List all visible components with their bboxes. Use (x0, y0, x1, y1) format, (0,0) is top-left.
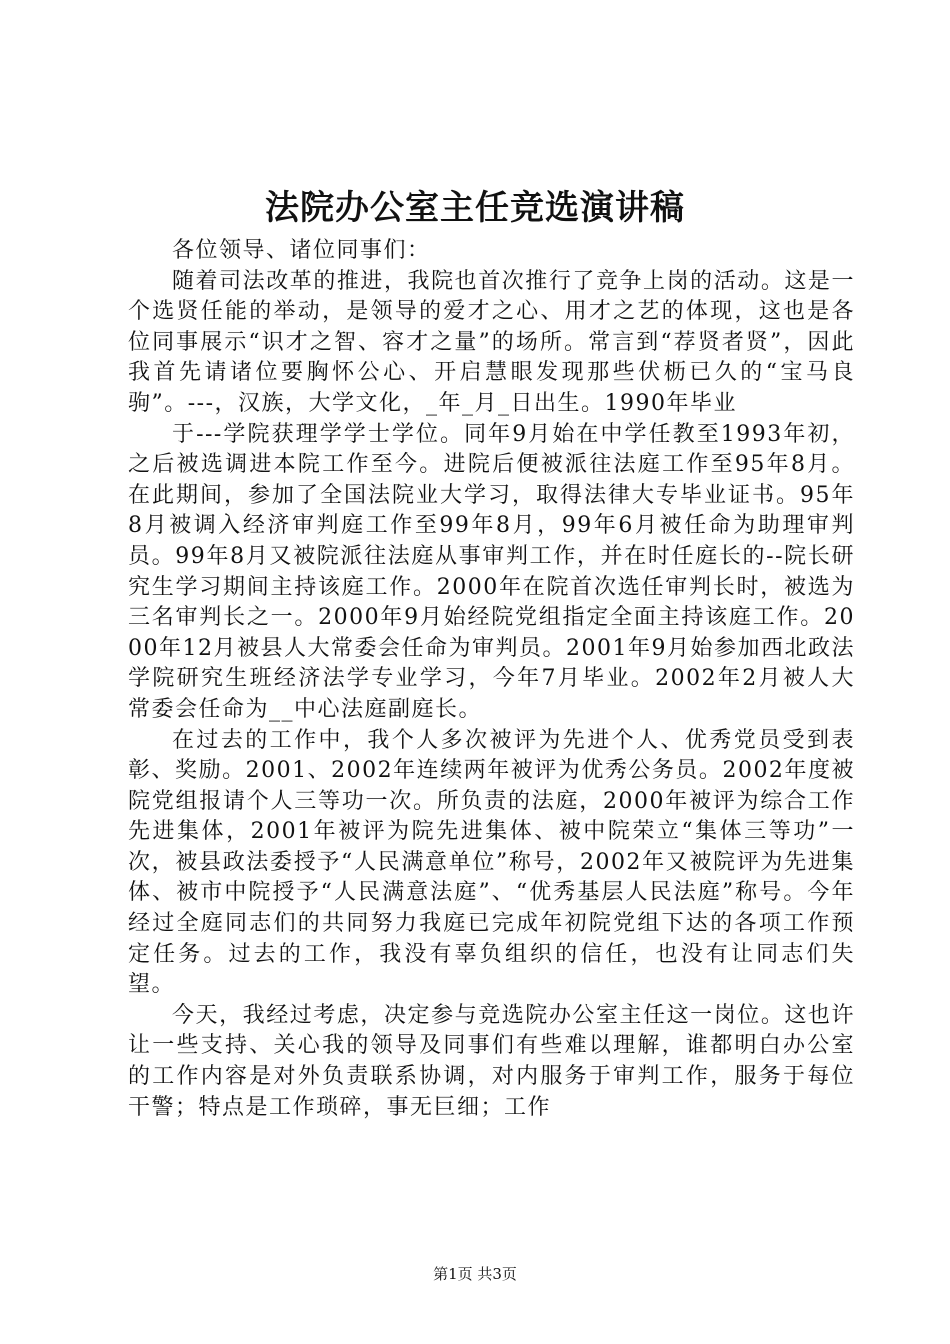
page-number-footer: 第1页 共3页 (433, 1265, 517, 1283)
body-paragraph: 今天，我经过考虑，决定参与竞选院办公室主任这一岗位。这也许让一些支持、关心我的领导及同事们有些难以理解，谁都明白办公室的工作内容是对外负责联系协调，对内服务于审判工作，服务于每位干警；特点是工作琐碎，事无巨细；工作 (128, 1002, 855, 1120)
document-title: 法院办公室主任竞选演讲稿 (265, 188, 685, 228)
document-body (128, 236, 855, 1123)
greeting-paragraph: 各位领导、诸位同事们： (172, 238, 431, 263)
body-paragraph: 在过去的工作中，我个人多次被评为先进个人、优秀党员受到表彰、奖励。2001、2002年连续两年被评为优秀公务员。2002年度被院党组报请个人三等功一次。所负责的法庭，2000年被评为综合工作先进集体，2001年被评为院先进集体、被中院荣立“集体三等功”一次，被县政法委授予“人民满意单位”称号，2002年又被院评为先进集体、被市中院授予“人民满意法庭”、“优秀基层人民法庭”称号。今年经过全庭同志们的共同努力我庭已完成年初院党组下达的各项工作预定任务。过去的工作，我没有辜负组织的信任，也没有让同志们失望。 (128, 727, 856, 998)
body-paragraph: 随着司法改革的推进，我院也首次推行了竞争上岗的活动。这是一个选贤任能的举动，是领导的爱才之心、用才之艺的体现，这也是各位同事展示“识才之智、容才之量”的场所。常言到“荐贤者贤”，因此我首先请诸位要胸怀公心、开启慧眼发现那些伏枥已久的“宝马良驹”。---，汉族，大学文化，_年_月_日出生。1990年毕业 (128, 268, 855, 416)
body-paragraph: 于---学院获理学学士学位。同年9月始在中学任教至1993年初，之后被选调进本院工作至今。进院后便被派往法庭工作至95年8月。在此期间，参加了全国法院业大学习，取得法律大专毕业证书。95年8月被调入经济审判庭工作至99年8月，99年6月被任命为助理审判员。99年8月又被院派往法庭从事审判工作，并在时任庭长的--院长研究生学习期间主持该庭工作。2000年在院首次选任审判长时，被选为三名审判长之一。2000年9月始经院党组指定全面主持该庭工作。2000年12月被县人大常委会任命为审判员。2001年9月始参加西北政法学院研究生班经济法学专业学习，今年7月毕业。2002年2月被人大常委会任命为__中心法庭副庭长。 (128, 421, 856, 722)
